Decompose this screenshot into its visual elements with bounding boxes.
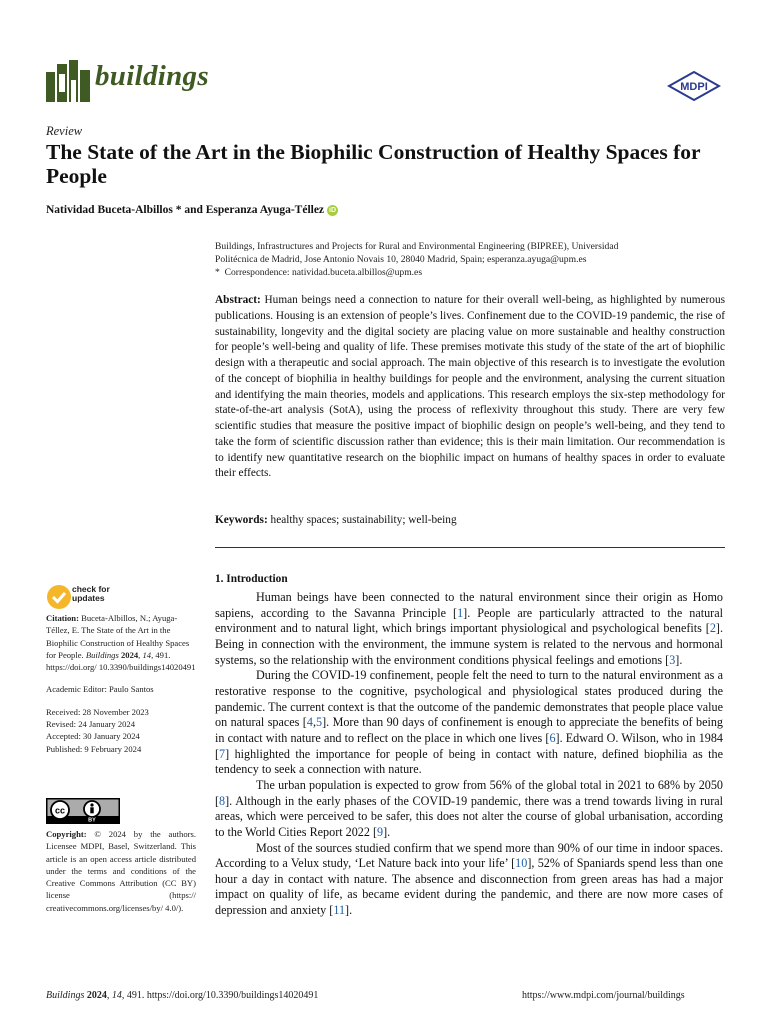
authors xyxy=(46,204,338,216)
orcid-icon[interactable]: iD xyxy=(329,206,337,214)
author-names: Natividad Buceta-Albillos * and Esperanza Ayuga-Téllez xyxy=(46,204,325,216)
check-for-updates-label[interactable]: check for updates xyxy=(72,584,110,603)
abstract xyxy=(215,293,725,482)
keywords-text: healthy spaces; sustainability; well-being xyxy=(270,514,457,526)
section-divider xyxy=(215,547,725,548)
keywords-label: Keywords: xyxy=(215,514,268,526)
footer-citation: Buildings 2024, 14, 491. https://doi.org/10.3390/buildings14020491 xyxy=(46,990,319,1001)
citation-link[interactable]: 5 xyxy=(315,715,323,730)
published-date: Published: 9 February 2024 xyxy=(46,743,142,754)
copyright-text: © 2024 by the authors. Licensee MDPI, Basel, Switzerland. This article is an open access article distributed under the terms and conditions of the Creative Commons Attribution (CC BY) license (https:// creativecommons.org/licenses/by/ 4.0/). xyxy=(46,829,196,913)
citation-block: Citation: Buceta-Albillos, N.; Ayuga-Téllez, E. The State of the Art in the Biophilic Construction of Healthy Spaces for People. Buildings 2024, 14, 491. https://doi.org/ 10.3390/buildings14020491 xyxy=(46,613,196,673)
accepted-date: Accepted: 30 January 2024 xyxy=(46,731,140,742)
citation-link[interactable]: 7 xyxy=(219,746,226,761)
dates-block xyxy=(46,706,196,755)
footer-journal-url[interactable]: https://www.mdpi.com/journal/buildings xyxy=(522,990,685,1001)
correspondence-mark: * xyxy=(215,267,220,278)
article-info-sidebar xyxy=(46,612,196,765)
affiliations xyxy=(215,240,725,279)
citation-link[interactable]: 8 xyxy=(219,793,226,808)
copyright-label: Copyright: xyxy=(46,829,87,839)
citation-link[interactable]: 9 xyxy=(377,824,384,839)
citation-link[interactable]: 3 xyxy=(669,652,676,667)
introduction-body xyxy=(215,590,723,919)
cc-badge-text: BY xyxy=(88,817,96,824)
abstract-label: Abstract: xyxy=(215,294,261,306)
abstract-text: Human beings need a connection to nature for their overall well-being, as highlighted by numerous publications. Housing is an extension of people’s lives. Confinement due to the COVID-19 pandemic, the rise of sustainability, longevity and the digital society are placing value on more sustainable and healthy construction for people’s well-being and quality of life. These premises motivate this study of the state of the art of biophilic design with a therapeutic and social approach. The main objective of this research is to investigate the evolution of the concept of biophilia in healthy buildings for people and the environment, analysing the current situation and identifying the main theories, models and applications. This research employs the six-step methodology for state-of-the-art analysis (SotA), using the process of reflexivity throughout this study. There are very few scientific studies that measure the positive impact of biophilic design on people’s well-being, and they tend to take the form of scientific discussion rather than evidence; this is their main limitation. Our recommendation is to identify new quantitative research on the biophilic impact on humans of healthy spaces in order to evaluate their effects. xyxy=(215,294,726,480)
citation-link[interactable]: 10 xyxy=(515,856,528,871)
citation-link[interactable]: 2 xyxy=(709,621,716,636)
paragraph: During the COVID-19 confinement, people felt the need to turn to the natural environment as a restorative response to the cognitive, psychological and physiological states produced during the pandemic. The current context is that the outcome of the pandemic demonstrates that people place value on natural spaces [4,5]. More than 90 days of confinement is enough to appreciate the benefits of being in contact with nature and to reflect on the place in which one lives [6]. Edward O. Wilson, who in 1984 [7] highlighted the importance for people of being in contact with nature, defined biophilia as the tendency to seek a connection with nature. xyxy=(215,668,723,777)
revised-date: Revised: 24 January 2024 xyxy=(46,719,136,730)
affiliation-line: Politécnica de Madrid, Jose Antonio Novais 10, 28040 Madrid, Spain; esperanza.ayuga@upm.es xyxy=(215,254,587,265)
buildings-logo-icon xyxy=(46,60,90,102)
mdpi-logo-icon xyxy=(667,71,721,101)
cc-by-license-icon[interactable] xyxy=(46,798,120,824)
correspondence xyxy=(215,266,725,279)
check-for-updates-icon[interactable] xyxy=(46,584,72,610)
keywords xyxy=(215,514,457,526)
svg-text:cc: cc xyxy=(54,805,66,816)
journal-name: buildings xyxy=(95,60,209,92)
mdpi-logo-text: MDPI xyxy=(680,81,708,93)
paragraph: The urban population is expected to grow from 56% of the global total in 2021 to 68% by 2050 [8]. Although in the early phases of the COVID-19 pandemic, there was a trend towards living in rural areas, which were perceived to be safer, this does not alter the course of global urbanisation, according to the World Cities Report 2022 [9]. xyxy=(215,777,723,839)
citation-link[interactable]: 1 xyxy=(457,605,464,620)
article-type: Review xyxy=(46,124,83,138)
citation-link[interactable]: 11 xyxy=(333,903,346,918)
copyright-block xyxy=(46,828,196,914)
section-heading: 1. Introduction xyxy=(215,573,288,585)
article-title: The State of the Art in the Biophilic Construction of Healthy Spaces for People xyxy=(46,140,701,188)
received-date: Received: 28 November 2023 xyxy=(46,706,149,717)
academic-editor: Academic Editor: Paulo Santos xyxy=(46,684,154,695)
citation-link[interactable]: 4 xyxy=(306,715,313,730)
citation-link[interactable]: 6 xyxy=(549,730,556,745)
correspondence-text: Correspondence: natividad.buceta.albillos@upm.es xyxy=(224,267,423,278)
paragraph: Human beings have been connected to the natural environment since their origin as Homo sapiens, according to the Savanna Principle [1]. People are particularly attracted to the natural environment and to natural light, which brings important physiological and psychological benefits [2]. Being in connection with the environment, the immune system is related to the nervous and hormonal systems, so the relationship with the environment conditions physical feelings and emotions [3]. xyxy=(215,590,723,667)
affiliation-line: Buildings, Infrastructures and Projects for Rural and Environmental Engineering (BIPREE), Universidad xyxy=(215,241,619,252)
citation-label: Citation: xyxy=(46,613,79,623)
paragraph: Most of the sources studied confirm that we spend more than 90% of our time in indoor spaces. According to a Velux study, ‘Let Nature back into your life’ [10], 52% of Spaniards spend less than one hour a day in contact with nature. The absence and disconnection from green areas has had a major impact on quality of life, as became evident during the pandemic, and there are now more cases of depression and anxiety [11]. xyxy=(215,840,723,918)
